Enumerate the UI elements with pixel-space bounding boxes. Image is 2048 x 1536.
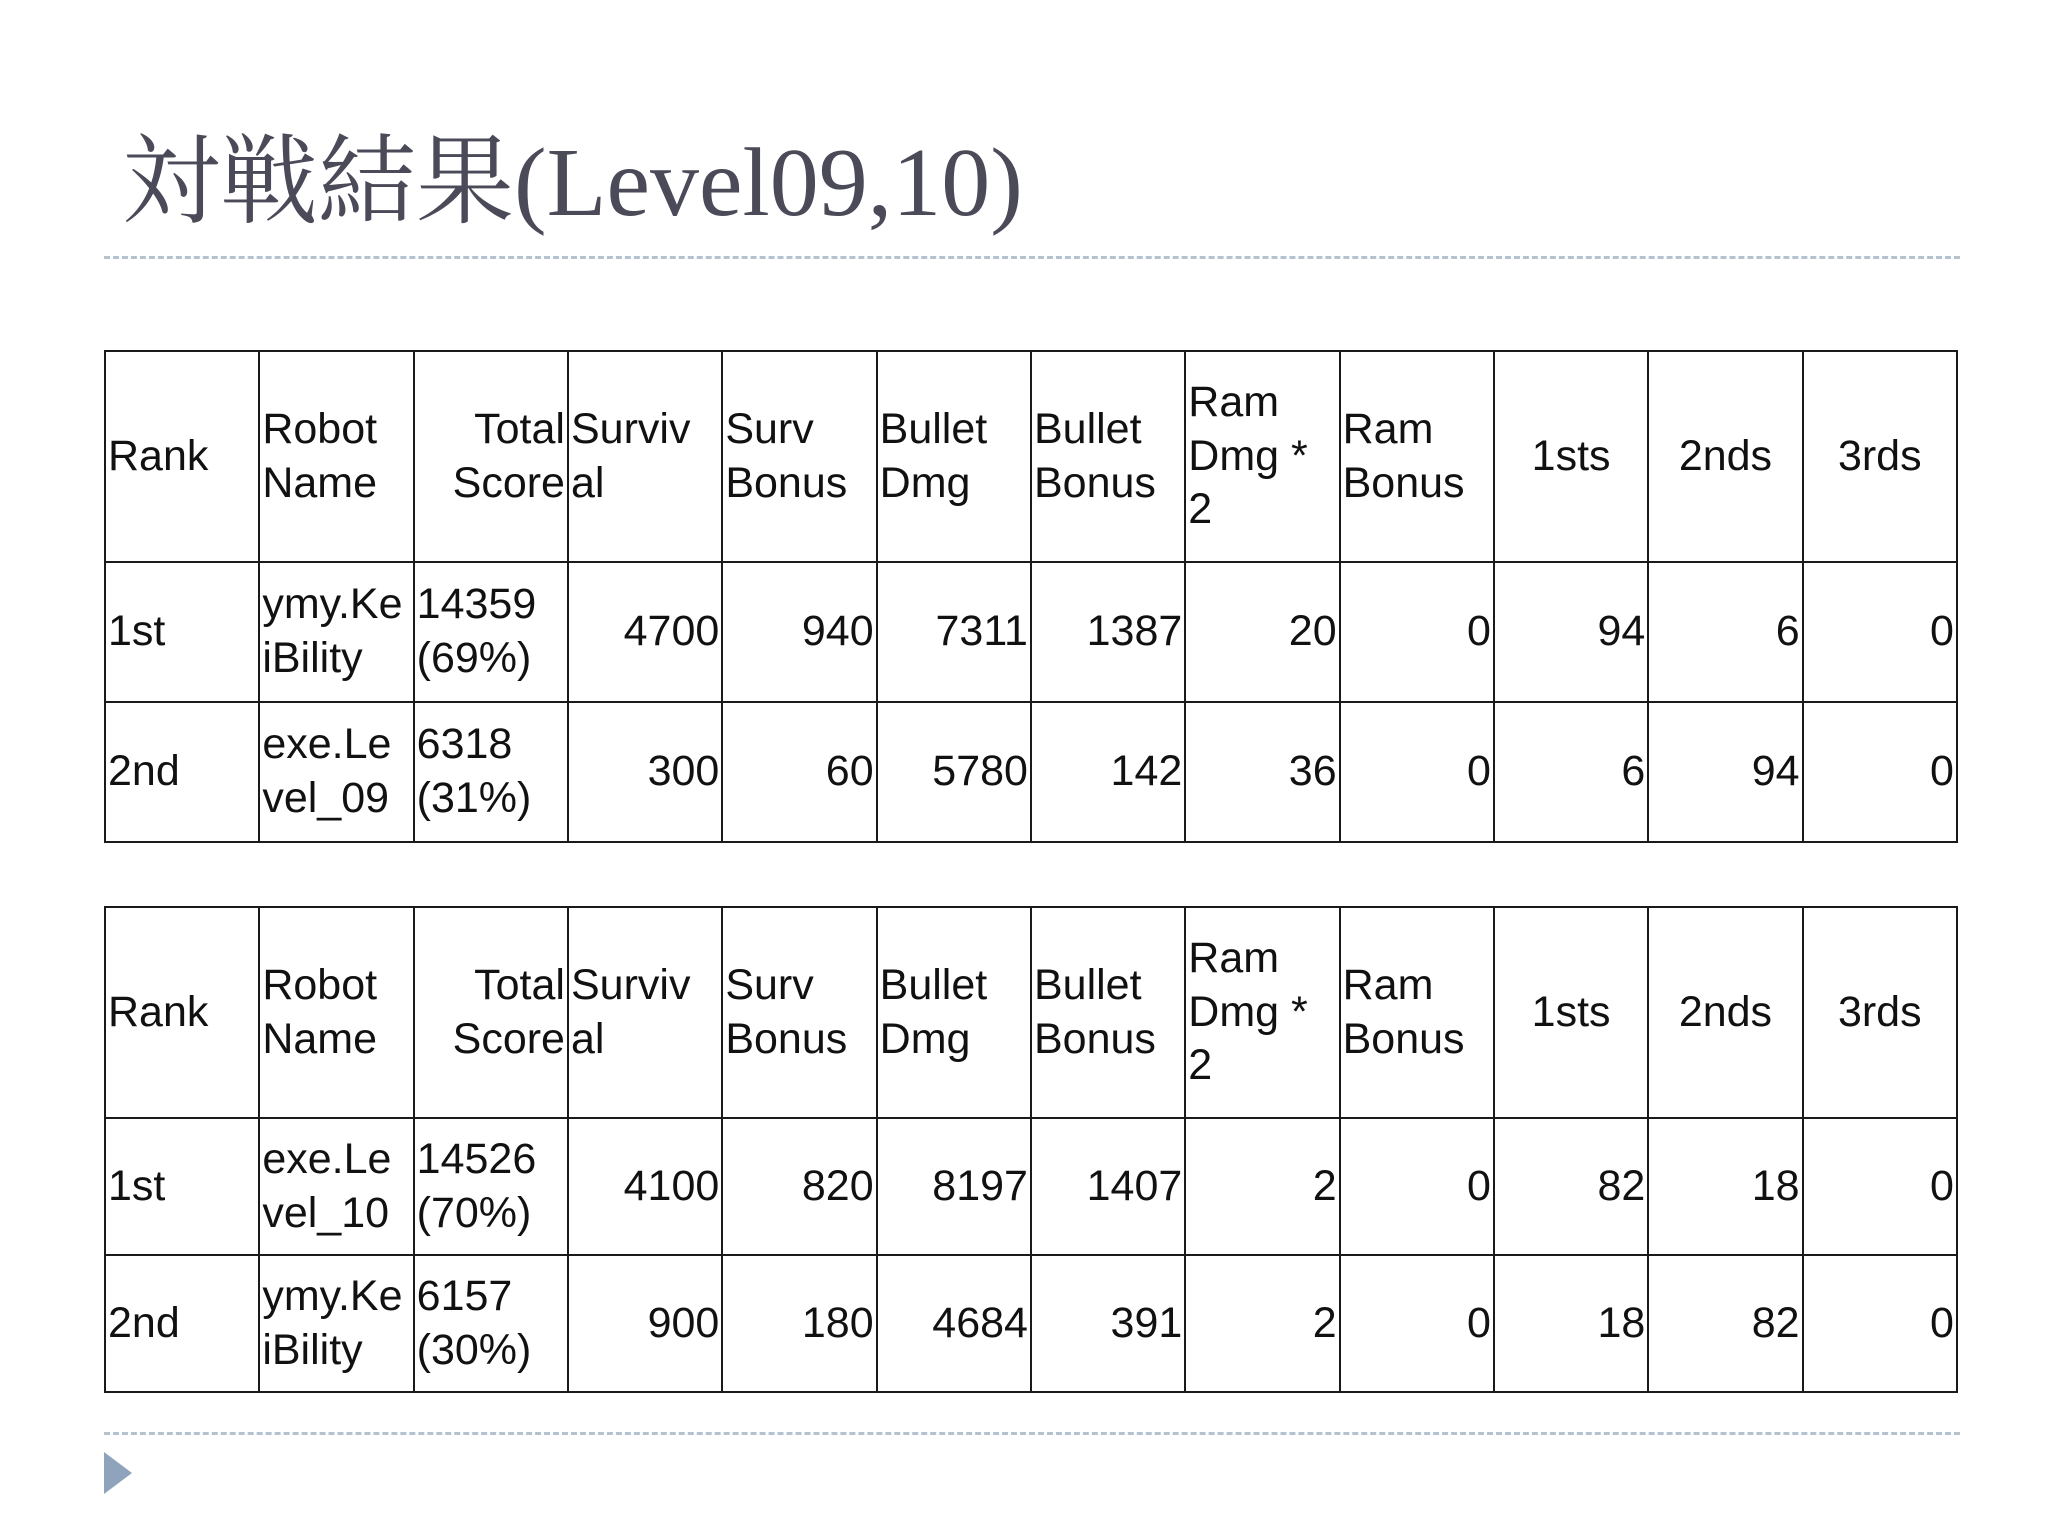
header-seconds: 2nds — [1648, 351, 1802, 562]
cell-robot-name: ymy.KeiBility — [259, 1255, 413, 1392]
cell-rank: 1st — [105, 562, 259, 702]
cell-total-score — [414, 562, 568, 702]
cell-firsts: 82 — [1494, 1118, 1648, 1255]
cell-bullet-bonus: 142 — [1031, 702, 1185, 842]
header-ram-dmg: Ram Dmg * 2 — [1185, 907, 1339, 1118]
cell-total-score — [414, 1255, 568, 1392]
header-ram-dmg: Ram Dmg * 2 — [1185, 351, 1339, 562]
cell-ram-bonus: 0 — [1340, 1118, 1494, 1255]
cell-ram-dmg: 36 — [1185, 702, 1339, 842]
header-ram-bonus: Ram Bonus — [1340, 351, 1494, 562]
cell-firsts: 6 — [1494, 702, 1648, 842]
header-ram-bonus: Ram Bonus — [1340, 907, 1494, 1118]
cell-ram-dmg: 20 — [1185, 562, 1339, 702]
footer-divider — [104, 1432, 1960, 1435]
cell-thirds: 0 — [1803, 562, 1957, 702]
header-bullet-dmg: Bullet Dmg — [877, 351, 1031, 562]
header-firsts: 1sts — [1494, 351, 1648, 562]
header-thirds: 3rds — [1803, 907, 1957, 1118]
cell-seconds: 18 — [1648, 1118, 1802, 1255]
cell-bullet-dmg: 5780 — [877, 702, 1031, 842]
cell-surv-bonus: 60 — [722, 702, 876, 842]
header-bullet-dmg: Bullet Dmg — [877, 907, 1031, 1118]
table-row — [105, 1118, 1957, 1255]
cell-surv-bonus: 180 — [722, 1255, 876, 1392]
header-surv-bonus: Surv Bonus — [722, 907, 876, 1118]
results-table-level10 — [104, 906, 1958, 1393]
cell-surv-bonus: 820 — [722, 1118, 876, 1255]
cell-bullet-bonus: 1407 — [1031, 1118, 1185, 1255]
total-score-percent: (31%) — [416, 774, 532, 822]
cell-thirds: 0 — [1803, 1118, 1957, 1255]
header-total-score: Total Score — [414, 351, 568, 562]
total-score-value: 6318 — [416, 720, 513, 769]
cell-total-score — [414, 1118, 568, 1255]
table-header-row — [105, 351, 1957, 562]
cell-bullet-bonus: 1387 — [1031, 562, 1185, 702]
total-score-percent: (70%) — [416, 1188, 532, 1237]
header-robot-name: Robot Name — [259, 351, 413, 562]
header-survival: Surviv al — [568, 907, 722, 1118]
cell-survival: 900 — [568, 1255, 722, 1392]
total-score-percent: (69%) — [416, 634, 532, 682]
cell-thirds: 0 — [1803, 1255, 1957, 1392]
cell-ram-dmg: 2 — [1185, 1255, 1339, 1392]
table-header-row — [105, 907, 1957, 1118]
cell-thirds: 0 — [1803, 702, 1957, 842]
triangle-right-icon — [104, 1452, 132, 1494]
total-score-value: 6157 — [416, 1271, 513, 1320]
header-seconds: 2nds — [1648, 907, 1802, 1118]
cell-total-score — [414, 702, 568, 842]
header-rank: Rank — [105, 907, 259, 1118]
cell-ram-bonus: 0 — [1340, 562, 1494, 702]
header-bullet-bonus: Bullet Bonus — [1031, 351, 1185, 562]
cell-ram-dmg: 2 — [1185, 1118, 1339, 1255]
cell-rank: 1st — [105, 1118, 259, 1255]
cell-seconds: 6 — [1648, 562, 1802, 702]
header-firsts: 1sts — [1494, 907, 1648, 1118]
title-divider — [104, 256, 1960, 259]
table-row — [105, 562, 1957, 702]
table-row — [105, 702, 1957, 842]
cell-bullet-bonus: 391 — [1031, 1255, 1185, 1392]
cell-firsts: 18 — [1494, 1255, 1648, 1392]
header-surv-bonus: Surv Bonus — [722, 351, 876, 562]
slide-title: 対戦結果(Level09,10) — [122, 129, 1023, 237]
header-rank: Rank — [105, 351, 259, 562]
total-score-percent: (30%) — [416, 1325, 532, 1374]
cell-robot-name: exe.Level_10 — [259, 1118, 413, 1255]
cell-bullet-dmg: 4684 — [877, 1255, 1031, 1392]
cell-robot-name: ymy.KeiBility — [259, 562, 413, 702]
table-row — [105, 1255, 1957, 1392]
cell-surv-bonus: 940 — [722, 562, 876, 702]
cell-seconds: 94 — [1648, 702, 1802, 842]
results-table-level09 — [104, 350, 1958, 843]
cell-robot-name: exe.Level_09 — [259, 702, 413, 842]
cell-survival: 4100 — [568, 1118, 722, 1255]
header-robot-name: Robot Name — [259, 907, 413, 1118]
cell-ram-bonus: 0 — [1340, 702, 1494, 842]
cell-rank: 2nd — [105, 702, 259, 842]
cell-bullet-dmg: 8197 — [877, 1118, 1031, 1255]
total-score-value: 14526 — [416, 1134, 537, 1183]
total-score-value: 14359 — [416, 580, 537, 629]
header-thirds: 3rds — [1803, 351, 1957, 562]
cell-rank: 2nd — [105, 1255, 259, 1392]
cell-survival: 300 — [568, 702, 722, 842]
cell-firsts: 94 — [1494, 562, 1648, 702]
header-survival: Surviv al — [568, 351, 722, 562]
cell-survival: 4700 — [568, 562, 722, 702]
cell-ram-bonus: 0 — [1340, 1255, 1494, 1392]
cell-bullet-dmg: 7311 — [877, 562, 1031, 702]
header-total-score: Total Score — [414, 907, 568, 1118]
header-bullet-bonus: Bullet Bonus — [1031, 907, 1185, 1118]
cell-seconds: 82 — [1648, 1255, 1802, 1392]
